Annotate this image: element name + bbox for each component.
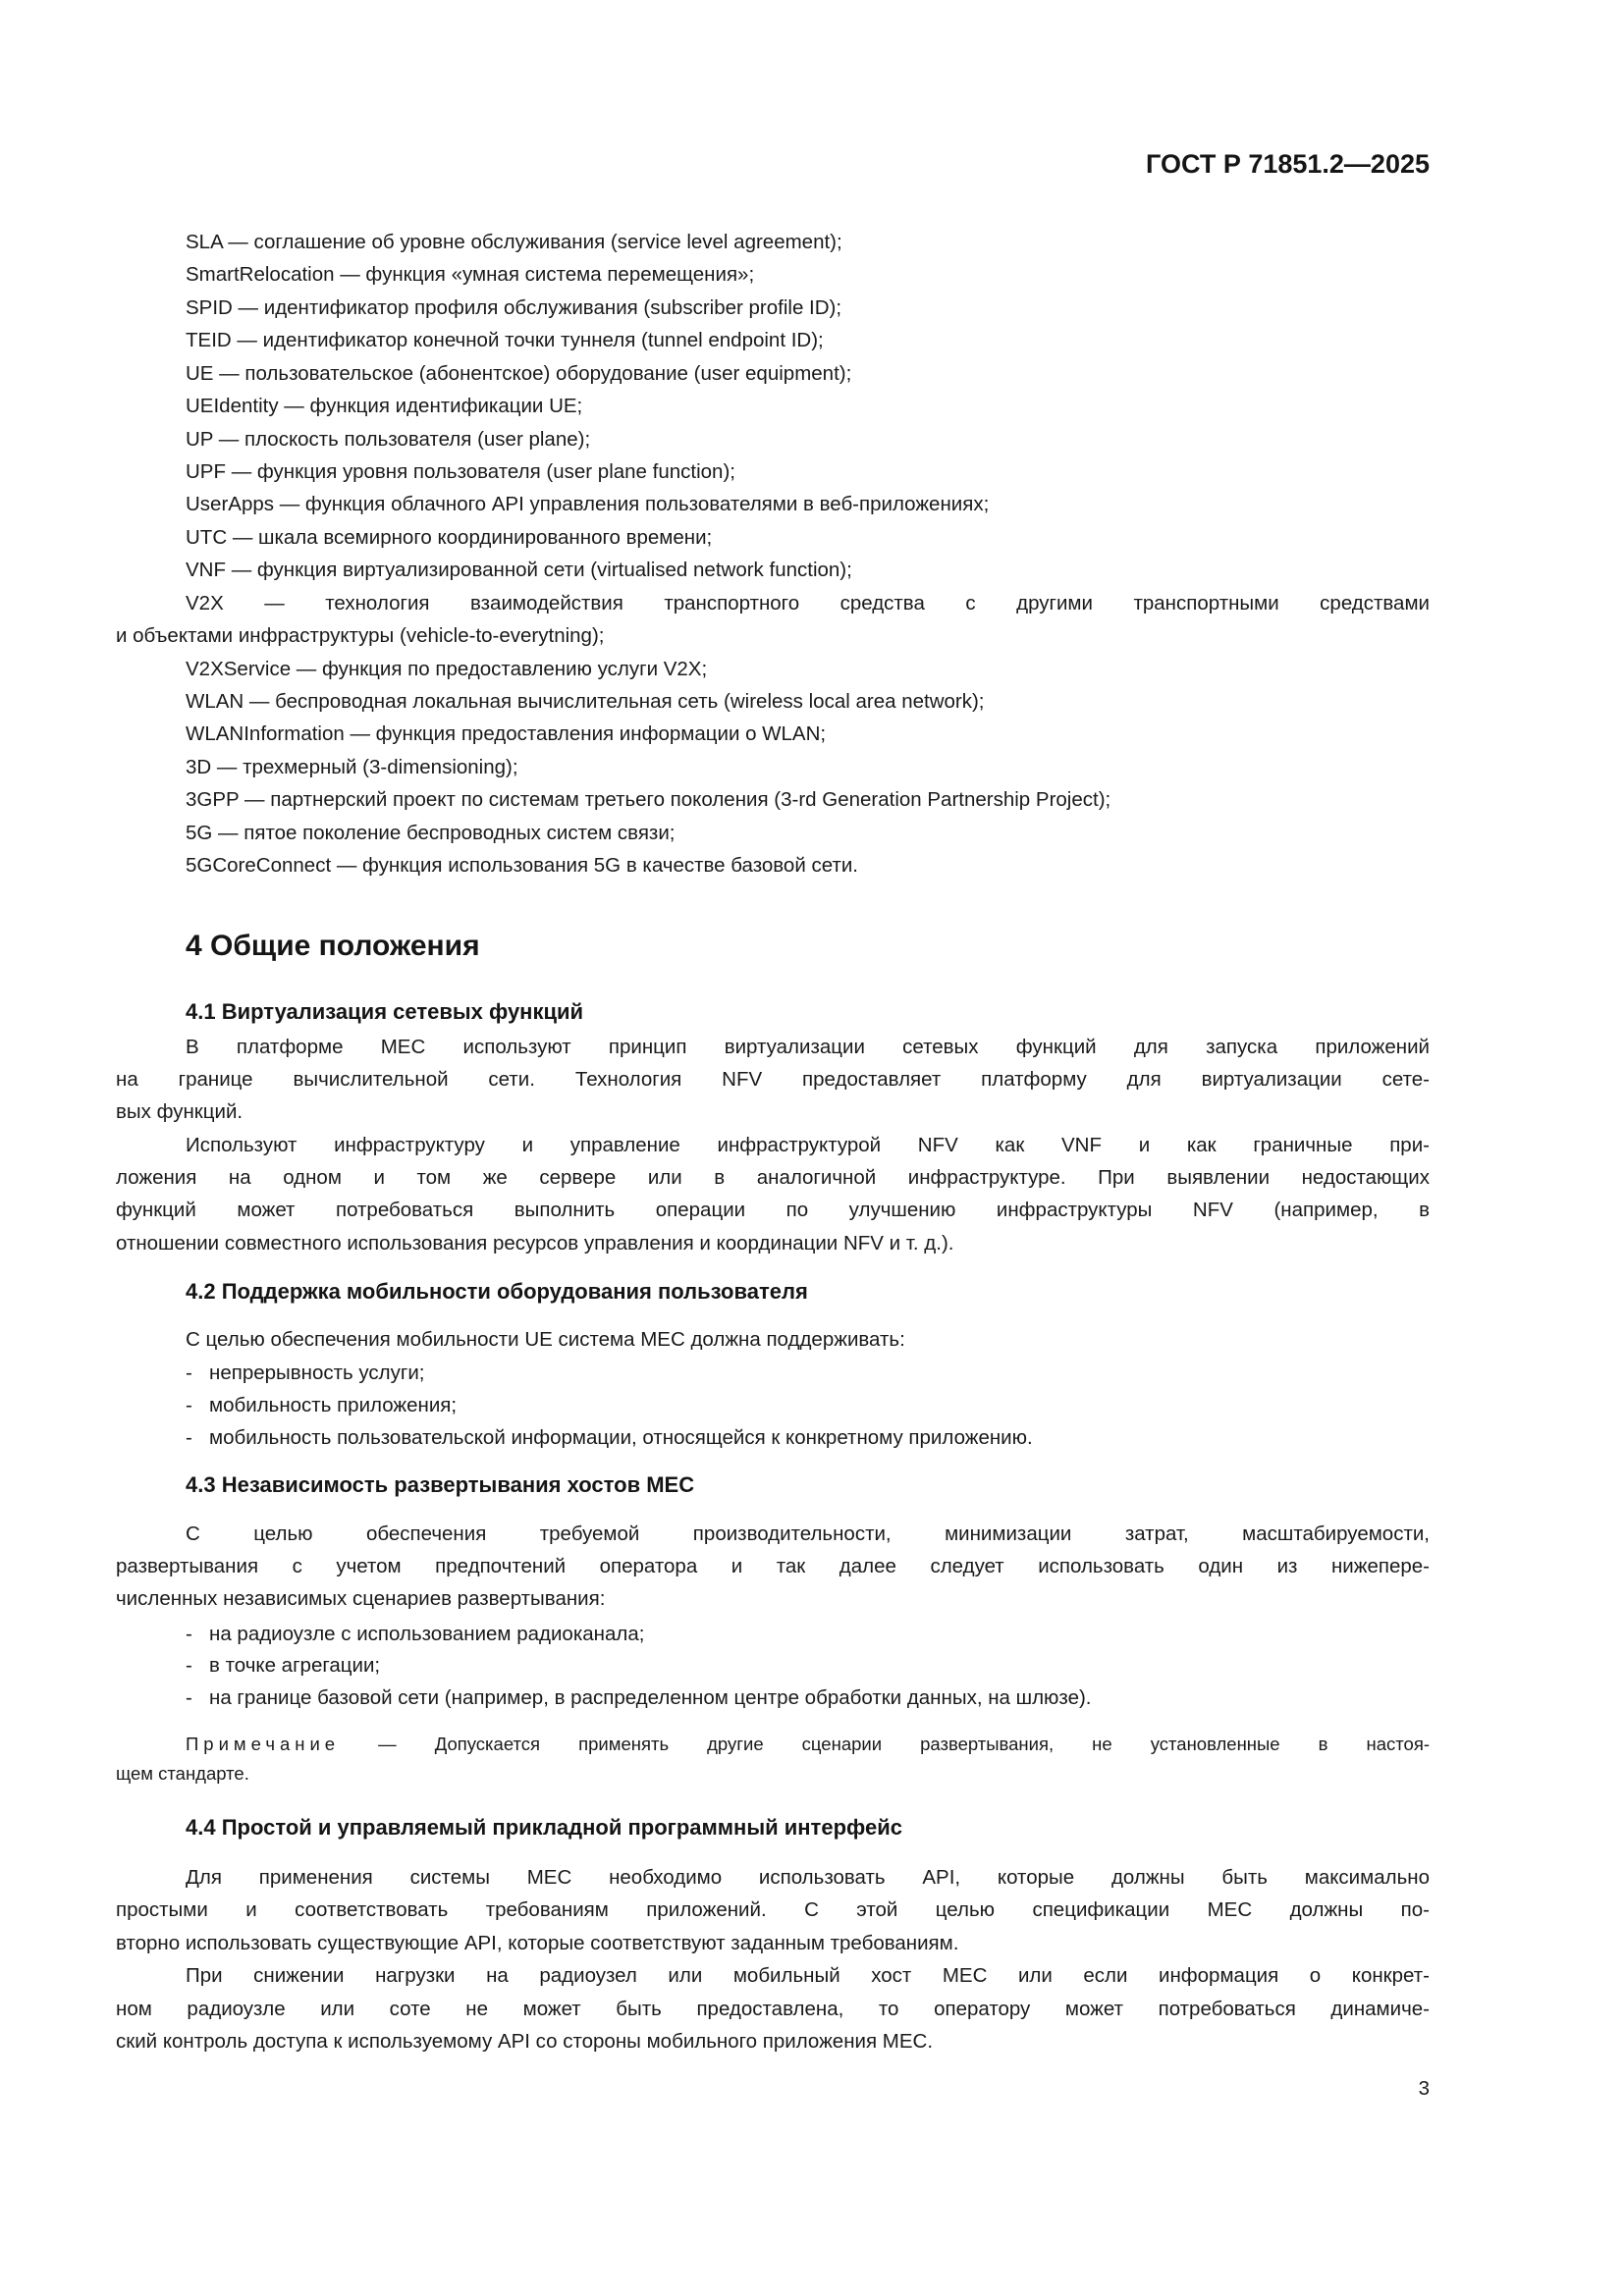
- list-item: [186, 1649, 1430, 1682]
- text-line: функций может потребоваться выполнить операции по улучшению инфраструктуры NFV (например, в: [116, 1199, 1430, 1221]
- text-line: простыми и соответствовать требованиям приложений. С этой целью спецификации МЕС должны по-: [116, 1898, 1430, 1921]
- bullet-dash: -: [186, 1426, 192, 1449]
- abbreviation-item: TEID — идентификатор конечной точки туннеля (tunnel endpoint ID);: [186, 329, 824, 351]
- subsection-heading-4-3: 4.3 Независимость развертывания хостов МЕС: [186, 1472, 695, 1497]
- abbreviation-item: UTC — шкала всемирного координированного времени;: [186, 526, 713, 549]
- list-item: [186, 1682, 1430, 1715]
- abbreviation-item: V2XService — функция по предоставлению услуги V2X;: [186, 658, 708, 680]
- text-line: вых функций.: [116, 1100, 244, 1123]
- section-heading-4: 4 Общие положения: [186, 930, 480, 962]
- document-designation: ГОСТ Р 71851.2—2025: [1146, 149, 1430, 179]
- text-line: ном радиоузле или соте не может быть предоставлена, то оператору может потребоваться динамиче-: [116, 1998, 1430, 2020]
- abbreviation-item: UP — плоскость пользователя (user plane);: [186, 428, 591, 451]
- list-item-text: мобильность пользовательской информации, относящейся к конкретному приложению.: [209, 1426, 1033, 1449]
- subsection-heading-4-2: 4.2 Поддержка мобильности оборудования пользователя: [186, 1279, 808, 1304]
- abbreviation-item: UPF — функция уровня пользователя (user plane function);: [186, 460, 735, 483]
- note-text: — Допускается применять другие сценарии развертывания, не установленные в настоя-: [378, 1734, 1431, 1754]
- text-line: развертывания с учетом предпочтений оператора и так далее следует использовать один из нижепере-: [116, 1555, 1430, 1577]
- abbreviation-item: V2X — технология взаимодействия транспортного средства с другими транспортными средствами: [186, 592, 1430, 614]
- text-line: В платформе МЕС используют принцип виртуализации сетевых функций для запуска приложений: [186, 1036, 1430, 1058]
- bullet-dash: -: [186, 1394, 192, 1416]
- abbreviation-item: 3D — трехмерный (3-dimensioning);: [186, 756, 518, 778]
- text-line: Для применения системы МЕС необходимо использовать API, которые должны быть максимально: [186, 1866, 1430, 1889]
- abbreviation-item: WLAN — беспроводная локальная вычислительная сеть (wireless local area network);: [186, 690, 985, 713]
- note-label: Примечание: [186, 1734, 341, 1754]
- list-item: [186, 1389, 1430, 1422]
- text-line: на границе вычислительной сети. Технология NFV предоставляет платформу для виртуализации сете-: [116, 1068, 1430, 1091]
- bullet-dash: -: [186, 1686, 192, 1709]
- abbreviation-item: UEIdentity — функция идентификации UE;: [186, 395, 583, 417]
- abbreviation-item: 3GPP — партнерский проект по системам третьего поколения (3-rd Generation Partnership Project);: [186, 788, 1111, 811]
- abbreviation-item-continuation: и объектами инфраструктуры (vehicle-to-everytning);: [116, 624, 605, 647]
- subsection-heading-4-1: 4.1 Виртуализация сетевых функций: [186, 999, 584, 1024]
- abbreviation-item: UserApps — функция облачного API управления пользователями в веб-приложениях;: [186, 493, 990, 515]
- text-line: С целью обеспечения мобильности UE система МЕС должна поддерживать:: [186, 1328, 905, 1351]
- abbreviation-item: VNF — функция виртуализированной сети (virtualised network function);: [186, 559, 852, 581]
- bullet-dash: -: [186, 1623, 192, 1645]
- list-item: [186, 1357, 1430, 1390]
- abbreviation-item: 5GCoreConnect — функция использования 5G в качестве базовой сети.: [186, 854, 858, 877]
- abbreviation-item: UE — пользовательское (абонентское) оборудование (user equipment);: [186, 362, 852, 385]
- list-item: [186, 1421, 1430, 1455]
- list-item-text: на границе базовой сети (например, в распределенном центре обработки данных, на шлюзе).: [209, 1686, 1092, 1709]
- bullet-dash: -: [186, 1654, 192, 1677]
- page-number: 3: [1418, 2077, 1430, 2100]
- list-item-text: на радиоузле с использованием радиоканала;: [209, 1623, 645, 1645]
- text-line: ложения на одном и том же сервере или в аналогичной инфраструктуре. При выявлении недостающих: [116, 1166, 1430, 1189]
- text-line: отношении совместного использования ресурсов управления и координации NFV и т. д.).: [116, 1232, 954, 1255]
- text-line: вторно использовать существующие API, которые соответствуют заданным требованиям.: [116, 1932, 959, 1954]
- list-item-text: непрерывность услуги;: [209, 1362, 425, 1384]
- abbreviation-item: WLANInformation — функция предоставления информации о WLAN;: [186, 722, 827, 745]
- abbreviation-item: SLA — соглашение об уровне обслуживания (service level agreement);: [186, 231, 842, 253]
- list-item-text: мобильность приложения;: [209, 1394, 458, 1416]
- subsection-heading-4-4: 4.4 Простой и управляемый прикладной программный интерфейс: [186, 1815, 902, 1840]
- note-line: щем стандарте.: [116, 1763, 249, 1784]
- abbreviation-item: SPID — идентификатор профиля обслуживания (subscriber profile ID);: [186, 296, 842, 319]
- abbreviation-item: SmartRelocation — функция «умная система перемещения»;: [186, 263, 755, 286]
- bullet-dash: -: [186, 1362, 192, 1384]
- text-line: С целью обеспечения требуемой производительности, минимизации затрат, масштабируемости,: [186, 1522, 1430, 1545]
- text-line: Используют инфраструктуру и управление инфраструктурой NFV как VNF и как граничные при-: [186, 1134, 1430, 1156]
- text-line: численных независимых сценариев развертывания:: [116, 1587, 606, 1610]
- note-line: [186, 1730, 1430, 1759]
- text-line: При снижении нагрузки на радиоузел или мобильный хост МЕС или если информация о конкрет-: [186, 1964, 1430, 1987]
- abbreviation-item: 5G — пятое поколение беспроводных систем связи;: [186, 822, 676, 844]
- text-line: ский контроль доступа к используемому API со стороны мобильного приложения МЕС.: [116, 2030, 934, 2053]
- list-item: [186, 1618, 1430, 1651]
- list-item-text: в точке агрегации;: [209, 1654, 381, 1677]
